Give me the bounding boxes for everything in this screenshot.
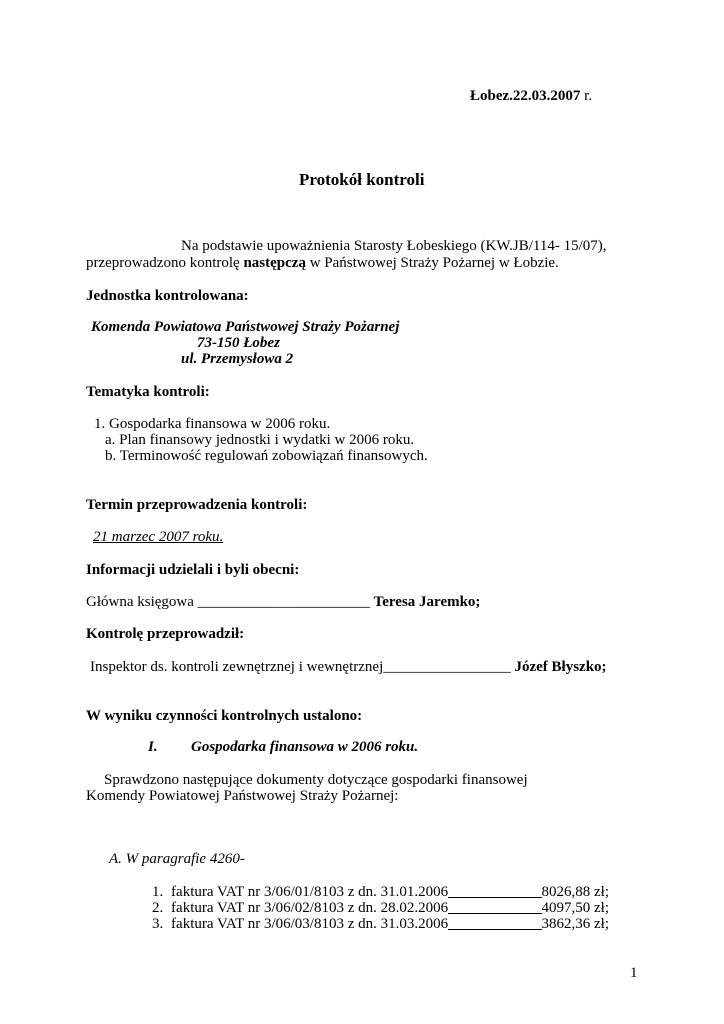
invoice-description: faktura VAT nr 3/06/01/8103 z dn. 31.01.2006 — [171, 884, 449, 900]
findings-para-line-1: Sprawdzono następujące dokumenty dotyczące gospodarki finansowej — [104, 772, 528, 788]
intro-text-before: przeprowadzono kontrolę — [86, 255, 244, 271]
sub-heading: A. W paragrafie 4260- — [109, 851, 245, 867]
invoice-fill-line — [448, 915, 541, 930]
info-line — [86, 593, 480, 611]
invoice-fill-line — [448, 899, 541, 914]
invoice-number: 1. — [152, 884, 164, 900]
section-number: I. — [148, 739, 158, 755]
intro-text-after: w Państwowej Straży Pożarnej w Łobzie. — [305, 255, 559, 271]
info-signature-line: _______________________ — [197, 594, 371, 610]
invoice-fill-line — [448, 883, 541, 898]
list-item — [152, 915, 609, 933]
place-date-text: Łobez.22.03.2007 — [470, 88, 581, 104]
findings-para-line-2: Komendy Powiatowej Państwowej Straży Pożarnej: — [86, 788, 399, 804]
inspector-role: Inspektor ds. kontroli zewnętrznej i wewnętrznej — [90, 659, 384, 675]
place-date — [470, 87, 592, 105]
invoice-description: faktura VAT nr 3/06/03/8103 z dn. 31.03.2006 — [171, 916, 449, 932]
invoice-number: 2. — [152, 900, 164, 916]
topic-heading: Tematyka kontroli: — [86, 384, 210, 400]
unit-name: Komenda Powiatowa Państwowej Straży Pożarnej — [91, 319, 400, 335]
info-role: Główna księgowa — [86, 594, 198, 610]
invoice-description: faktura VAT nr 3/06/02/8103 z dn. 28.02.2006 — [171, 900, 449, 916]
invoice-number: 3. — [152, 916, 164, 932]
topic-item-1: 1. Gospodarka finansowa w 2006 roku. — [94, 416, 331, 432]
findings-heading: W wyniku czynności kontrolnych ustalono: — [86, 708, 363, 724]
intro-line-2 — [86, 254, 559, 272]
page-number: 1 — [630, 965, 638, 981]
info-heading: Informacji udzielali i byli obecni: — [86, 562, 300, 578]
invoice-amount: 4097,50 zł; — [541, 900, 609, 916]
inspector-signature-line: _________________ — [383, 659, 511, 675]
intro-line-1: Na podstawie upoważnienia Starosty Łobeskiego (KW.JB/114- 15/07), — [181, 238, 607, 254]
unit-heading: Jednostka kontrolowana: — [86, 288, 249, 304]
inspector-line — [90, 658, 607, 676]
section-title: Gospodarka finansowa w 2006 roku. — [191, 739, 419, 755]
page-title: Protokół kontroli — [299, 170, 425, 189]
invoice-amount: 3862,36 zł; — [541, 916, 609, 932]
inspector-heading: Kontrolę przeprowadził: — [86, 626, 245, 642]
invoice-amount: 8026,88 zł; — [541, 884, 609, 900]
topic-item-b: b. Terminowość regulowań zobowiązań finansowych. — [105, 448, 428, 464]
term-date: 21 marzec 2007 roku. — [93, 529, 224, 545]
unit-street: ul. Przemysłowa 2 — [181, 351, 294, 367]
unit-postal: 73-150 Łobez — [197, 335, 280, 351]
term-heading: Termin przeprowadzenia kontroli: — [86, 497, 308, 513]
intro-bold-word: następczą — [243, 255, 306, 271]
info-person: Teresa Jaremko; — [370, 594, 481, 610]
topic-item-a: a. Plan finansowy jednostki i wydatki w 2006 roku. — [105, 432, 415, 448]
inspector-person: Józef Błyszko; — [510, 659, 607, 675]
place-date-suffix: r. — [580, 88, 593, 104]
